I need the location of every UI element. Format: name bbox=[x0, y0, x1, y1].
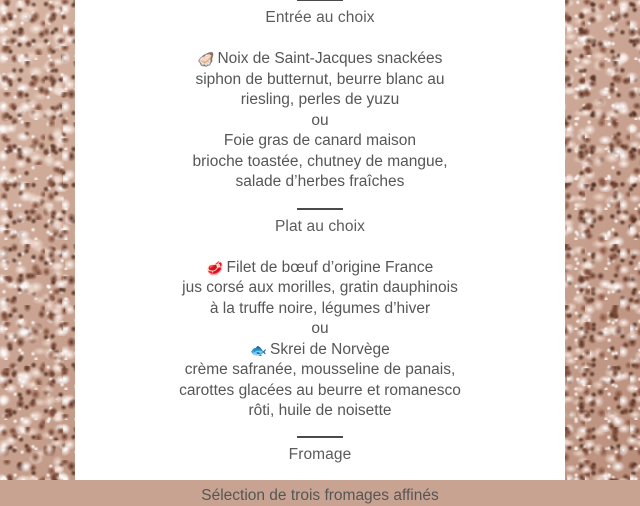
dish-description-line: riesling, perles de yuzu bbox=[99, 90, 541, 111]
dish-fromage-option-1 bbox=[99, 486, 541, 506]
section-separator-plat bbox=[297, 208, 343, 210]
section-separator-fromage bbox=[297, 436, 343, 438]
dish-name: Noix de Saint-Jacques snackées bbox=[217, 50, 442, 67]
dish-description-line: rôti, huile de noisette bbox=[99, 401, 541, 422]
dish-plat-option-1 bbox=[99, 258, 541, 320]
dish-title-line bbox=[99, 340, 541, 361]
dish-description-line: brioche toastée, chutney de mangue, bbox=[99, 152, 541, 173]
dish-description-line: à la truffe noire, légumes d’hiver bbox=[99, 299, 541, 320]
dish-description-line: jus corsé aux morilles, gratin dauphinois bbox=[99, 278, 541, 299]
dish-title-line bbox=[99, 258, 541, 279]
option-separator-word-plat: ou bbox=[99, 319, 541, 340]
dish-name: Sélection de trois fromages affinés bbox=[99, 486, 541, 506]
section-title-fromage: Fromage bbox=[99, 445, 541, 465]
dish-name: Skrei de Norvège bbox=[270, 341, 390, 358]
dish-plat-option-2 bbox=[99, 340, 541, 422]
menu-page bbox=[75, 0, 565, 480]
dish-entree-option-2 bbox=[99, 131, 541, 193]
dish-description-line: salade d’herbes fraîches bbox=[99, 172, 541, 193]
dish-name: Foie gras de canard maison bbox=[99, 131, 541, 152]
option-separator-word-entree: ou bbox=[99, 111, 541, 132]
section-title-plat: Plat au choix bbox=[99, 217, 541, 237]
dish-description-line: siphon de butternut, beurre blanc au bbox=[99, 70, 541, 91]
dish-name: Filet de bœuf d’origine France bbox=[227, 259, 434, 276]
scallop-shell-icon: 🦪 bbox=[198, 54, 215, 68]
dish-description-line: crème safranée, mousseline de panais, bbox=[99, 360, 541, 381]
cut-of-meat-icon: 🥩 bbox=[207, 263, 224, 277]
section-title-entree: Entrée au choix bbox=[99, 8, 541, 28]
fish-icon: 🐟 bbox=[250, 345, 267, 359]
menu-content bbox=[99, 0, 541, 506]
dish-description-line: carottes glacées au beurre et romanesco bbox=[99, 381, 541, 402]
dish-entree-option-1 bbox=[99, 49, 541, 111]
section-separator-entree bbox=[297, 0, 343, 1]
dish-title-line bbox=[99, 49, 541, 70]
